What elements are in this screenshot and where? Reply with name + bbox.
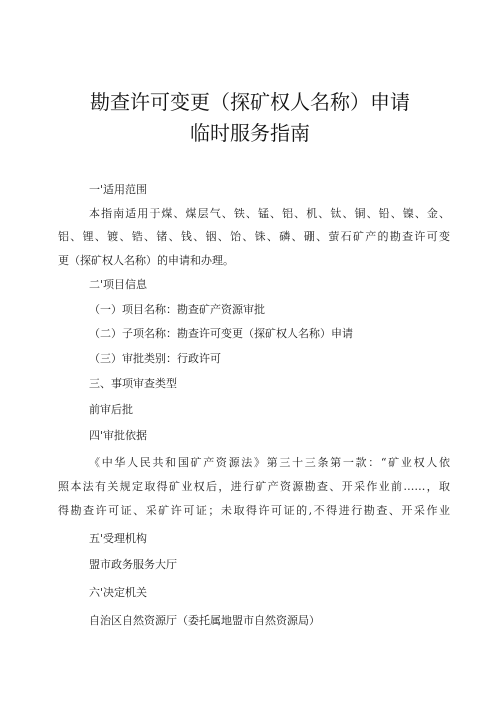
section-5-content: 盟市政务服务大厅	[89, 558, 177, 571]
document-title-line-2: 临时服务指南	[190, 121, 310, 145]
section-3-heading: 三、事项审查类型	[89, 377, 177, 390]
section-1-paragraph-line-3: 更（探矿权人名称）的申请和办理。	[58, 254, 234, 267]
section-6-heading: 六'决定机关	[89, 586, 148, 599]
section-1-paragraph-line-2: 铝、锂、镀、锆、锗、钱、铟、饴、铢、磷、硼、萤石矿产的勘查许可变	[58, 230, 450, 243]
section-4-paragraph-line-2: 照本法有关规定取得矿业权后，进行矿产资源勘查、开采作业前……，取	[58, 480, 450, 493]
section-6-content: 自治区自然资源厅（委托属地盟市自然资源局）	[89, 614, 320, 627]
section-2-item-3: （三）审批类别：行政许可	[89, 352, 221, 365]
section-4-paragraph-line-3: 得勘查许可证、采矿许可证；未取得许可证的,不得进行勘查、开采作业	[58, 504, 450, 517]
section-5-heading: 五'受理机构	[89, 532, 148, 545]
section-1-paragraph-line-1: 本指南适用于煤、煤层气、铁、锰、铝、机、钛、铜、铅、镍、金、	[89, 207, 450, 220]
section-2-item-1: （一）项目名称：勘查矿产资源审批	[89, 303, 265, 316]
document-title-line-1: 勘查许可变更（探矿权人名称）申请	[90, 90, 410, 114]
section-1-heading: 一'适用范围	[89, 183, 148, 196]
section-4-heading: 四'审批依据	[89, 429, 148, 442]
section-2-heading: 二'项目信息	[89, 278, 148, 291]
section-4-paragraph-line-1: 《中华人民共和国矿产资源法》第三十三条第一款：“矿业权人依	[89, 456, 450, 469]
section-3-content: 前审后批	[89, 403, 133, 416]
section-2-item-2: （二）子项名称：勘查许可变更（探矿权人名称）申请	[89, 327, 353, 340]
